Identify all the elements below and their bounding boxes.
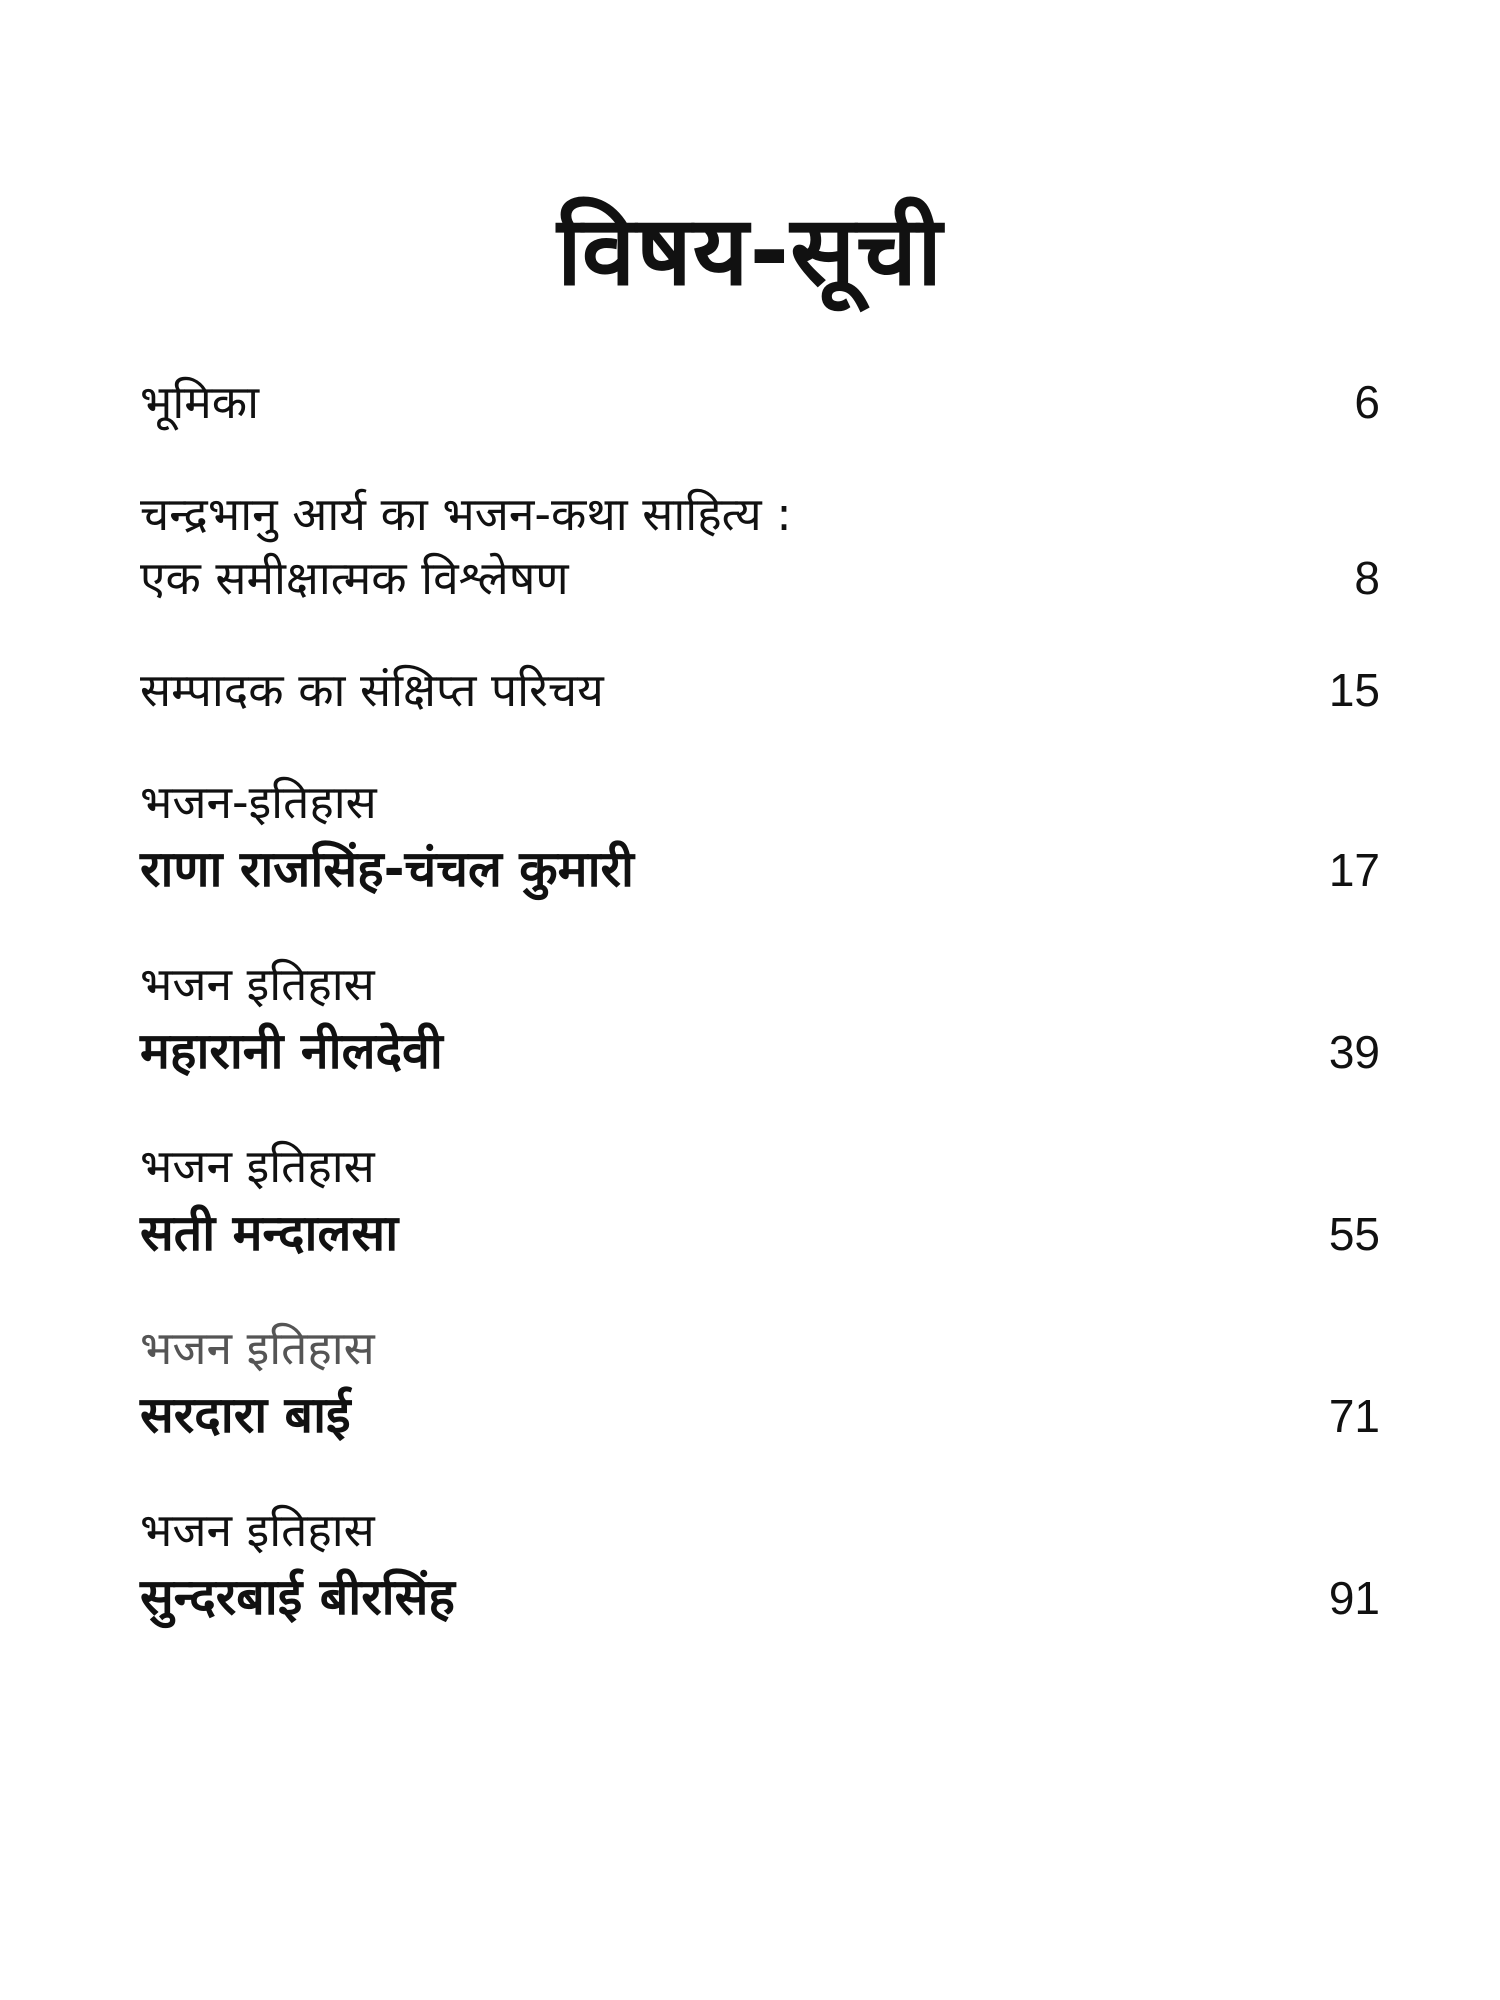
toc-page-number: 17: [1328, 844, 1380, 896]
toc-entry-category: भजन इतिहास: [140, 957, 375, 1011]
toc-entry-sampadak-parichay[interactable]: [140, 658, 1380, 722]
toc-entry-heading: सती मन्दालसा: [140, 1204, 399, 1262]
toc-page-number: 8: [1354, 552, 1380, 604]
toc-page-number: 6: [1354, 376, 1380, 428]
toc-entry-heading: सरदारा बाई: [140, 1386, 351, 1444]
toc-entry-heading: महारानी नीलदेवी: [140, 1022, 443, 1080]
page-title: विषय-सूची: [557, 195, 943, 308]
toc-entry-title: सम्पादक का संक्षिप्त परिचय: [140, 663, 604, 717]
toc-entry-category: भजन इतिहास: [140, 1503, 375, 1557]
toc-entry-sundarbai-beersingh[interactable]: [140, 1498, 1380, 1632]
toc-entry-maharani-neeldevi[interactable]: [140, 952, 1380, 1086]
toc-entry-bhumika[interactable]: [140, 370, 1380, 434]
table-of-contents: [140, 370, 1380, 1680]
toc-entry-category: भजन इतिहास: [140, 1321, 375, 1375]
toc-entry-sati-mandalsa[interactable]: [140, 1134, 1380, 1268]
toc-entry-sardara-bai[interactable]: [140, 1316, 1380, 1450]
toc-page-number: 39: [1328, 1026, 1380, 1078]
toc-entry-samiksha[interactable]: [140, 482, 1380, 610]
toc-entry-title-line-2: एक समीक्षात्मक विश्लेषण: [140, 551, 569, 605]
toc-entry-heading: राणा राजसिंह-चंचल कुमारी: [140, 840, 634, 898]
toc-page-number: 71: [1328, 1390, 1380, 1442]
toc-page-number: 91: [1328, 1572, 1380, 1624]
toc-entry-category: भजन-इतिहास: [140, 775, 377, 829]
toc-entry-title-line-1: चन्द्रभानु आर्य का भजन-कथा साहित्य :: [140, 487, 792, 541]
toc-entry-heading: सुन्दरबाई बीरसिंह: [140, 1568, 455, 1626]
toc-entry-rana-rajsingh[interactable]: [140, 770, 1380, 904]
toc-entry-title: भूमिका: [140, 375, 260, 429]
toc-page-number: 15: [1328, 664, 1380, 716]
toc-entry-category: भजन इतिहास: [140, 1139, 375, 1193]
toc-page-number: 55: [1328, 1208, 1380, 1260]
